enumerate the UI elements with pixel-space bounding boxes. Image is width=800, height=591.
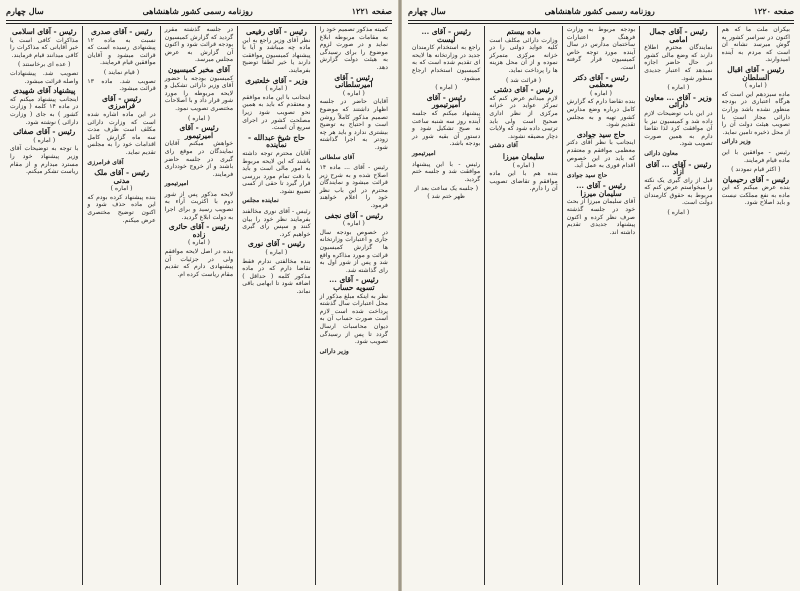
stage-note: ( اماره ) bbox=[265, 85, 288, 93]
paragraph: کمیسیون بودجه با حضور آقای وزیر دارائی تشکیل و لایحه مربوطه را مورد شور قرار داد و با اصلاحات مختصری تصویب نمود. bbox=[164, 74, 234, 112]
speaker-heading: رئیس - آقای جمال امامی bbox=[649, 27, 708, 44]
paragraph: بنده تقاضا دارم که گزارش کامل درباره وضع مدارس کشور تهیه و به مجلس تقدیم شود. bbox=[566, 98, 636, 129]
paragraph: رئیس - آقای نوری مخالفند بفرمایند نظر خود را بیان کنند و سپس رای گیری خواهیم کرد. bbox=[242, 208, 311, 238]
paragraph: نظر آقای وزیر راجع به این ماده چه میباشد و آیا با پیشنهاد کمیسیون موافقت دارند یا خیر لطفاً توضیح بفرمایند. bbox=[242, 36, 311, 74]
signature: وزیر دارائی bbox=[319, 347, 349, 355]
speaker-heading: پیشنهاد آقای شهیدی bbox=[13, 86, 76, 96]
speaker-heading: رئیس - آقای اسلامی bbox=[11, 27, 77, 36]
paragraph: نظر به اینکه مبلغ مذکور از محل اعتبارات سال گذشته پرداخت شده است لازم است صورت حساب آن به دیوان محاسبات ارسال گردد تا پس از رسیدگی تصویب شود. bbox=[319, 292, 388, 346]
right-column-4 bbox=[484, 26, 561, 585]
left-column-2 bbox=[237, 26, 314, 585]
paragraph: تصویب شد. پیشنهادات واصله قرائت میشود. bbox=[9, 69, 79, 85]
stage-note: ( اماره ) bbox=[744, 82, 767, 90]
stage-note: ( جلسه یک ساعت بعد از ظهر ختم شد ) bbox=[414, 185, 479, 200]
speaker-heading: رئیس - آقای ... سلیمان میرزا bbox=[576, 181, 626, 198]
paragraph: با توجه به توضیحات آقای وزیر پیشنهاد خود را مسترد میدارم و از مقام ریاست تشکر میکنم. bbox=[9, 145, 79, 176]
paragraph: اینجانب پیشنهاد میکنم که در ماده ۱۴ کلمه ( وزارت کشور ) به جای ( وزارت دارائی ) نوشته شود. bbox=[9, 95, 79, 126]
speaker-heading: رئیس - آقای امیرسلطانی bbox=[334, 72, 374, 90]
stage-note: ( اماره ) bbox=[667, 209, 690, 217]
paragraph: تصویب شد. ماده ۱۳ قرائت میشود. bbox=[87, 77, 156, 93]
stage-note: ( اماره ) bbox=[342, 220, 365, 228]
left-column-3 bbox=[160, 26, 237, 585]
speaker-heading: رئیس - آقای رفیعی bbox=[246, 27, 307, 36]
left-column-4 bbox=[82, 26, 159, 585]
paragraph: آقایان حاضر در جلسه اظهار داشتند که موضوع تصمیم مذکور کاملاً روشن است و احتیاج به توضیح بیشتری ندارد و باید هر چه زودتر به اجرا گذاشته شود. bbox=[319, 98, 388, 151]
paragraph: در این باب توضیحات لازم داده شد و کمیسیون نیز با آن موافقت کرد لذا تقاضا دارم به همین صورت تصویب شود. bbox=[644, 109, 713, 148]
signature: آقای دشتی bbox=[489, 142, 518, 150]
left-page-paper-title: روزنامه رسمی کشور شاهنشاهی bbox=[142, 6, 253, 16]
stage-note: ( اماره ) bbox=[188, 239, 210, 247]
signature: آقای سلطانی bbox=[319, 153, 355, 161]
paragraph: در این ماده اشاره شده است که وزارت دارائی مکلف است ظرف مدت سه ماه گزارش کامل اقدامات خود را به مجلس تقدیم نماید. bbox=[87, 110, 156, 156]
speaker-heading: رئیس - آقای دکتر معظمی bbox=[573, 72, 629, 90]
right-header-rule bbox=[408, 20, 794, 24]
speaker-heading: رئیس - آقای اقبال السلطان bbox=[727, 64, 785, 82]
signature: امیرتیمور bbox=[411, 149, 436, 157]
paragraph: رئیس - با این پیشنهاد موافقت شد و جلسه ختم گردید. bbox=[411, 160, 481, 183]
speaker-heading: سلیمان میرزا bbox=[502, 151, 545, 161]
paragraph: اینجانب با نظر آقای دکتر معظمی موافقم و معتقدم که باید در این خصوص اقدام فوری به عمل آید. bbox=[566, 139, 636, 170]
stage-note: ( اماره ) bbox=[590, 89, 612, 97]
speaker-heading: رئیس - آقای ملک مدنی bbox=[94, 168, 149, 185]
paragraph: بنده پیشنهاد کرده بودم که این ماده حذف شود و اکنون توضیح مختصری عرض میکنم. bbox=[87, 193, 156, 224]
right-column-1 bbox=[717, 26, 794, 585]
stage-note: ( قرائت شد ) bbox=[506, 76, 542, 84]
speaker-heading: رئیس - آقای دشتی bbox=[493, 85, 554, 95]
stage-note: ( اماره ) bbox=[667, 84, 690, 92]
paragraph: نمایندگان محترم اطلاع دارند که وضع مالی کشور در حال حاضر اجازه نمیدهد که اعتبار جدیدی منظور شود. bbox=[644, 44, 713, 82]
paragraph: بنده در اصل لایحه موافقم ولی در جزئیات آن پیشنهادی دارم که تقدیم مقام ریاست کرده ام. bbox=[164, 248, 234, 278]
stage-note: ( عده ای برخاستند ) bbox=[17, 61, 71, 69]
speaker-heading: ماده بیستم bbox=[506, 27, 541, 36]
speaker-heading: حاج شیخ عبدالله - نماینده bbox=[247, 132, 305, 150]
signature: آقای فرامرزی bbox=[87, 158, 124, 166]
right-column-2 bbox=[639, 26, 716, 585]
paragraph: وزارت دارائی مکلف است کلیه عواید دولتی را در خزانه مرکزی متمرکز نموده و از آن محل هزینه ها را پرداخت نماید. bbox=[489, 36, 558, 74]
paragraph: قبل از رای گیری یک نکته را میخواستم عرض کنم که مربوط به حقوق کارمندان دولت است. bbox=[644, 176, 713, 207]
stage-note: ( قیام نمایند ) bbox=[103, 68, 140, 76]
right-column-3 bbox=[562, 26, 639, 585]
speaker-heading: رئیس - آقای حائری زاده bbox=[168, 222, 230, 239]
speaker-heading: وزیر - آقای ... معاون دارائی bbox=[645, 92, 712, 110]
paragraph: اینجانب با این ماده موافقم و معتقدم که باید به همین نحو تصویب شود زیرا مصلحت کشور در اجرای سریع آن است. bbox=[242, 93, 311, 132]
right-page-number: صفحه ۱۲۲۰ bbox=[753, 6, 794, 16]
speaker-heading: رئیس - آقای ... تسویه حساب bbox=[329, 275, 379, 292]
paragraph: کمیته مذکور تصمیم خود را به مقامات مربوطه ابلاغ نماید و در صورت لزوم موضوع را برای رسیدگی به هیئت دولت گزارش دهد. bbox=[319, 26, 388, 71]
paragraph: نسبت به ماده ۱۲ پیشنهادی رسیده است که قرائت میشود و آقایان موافقین قیام فرمایند. bbox=[87, 36, 156, 67]
right-page bbox=[402, 0, 800, 591]
speaker-heading: آقای مخبر کمیسیون bbox=[168, 64, 230, 74]
paragraph: بیکران ملت ما که هم اکنون در سراسر کشور به گوش میرسد نشانه آن است که مردم به آینده امیدوارند. bbox=[721, 26, 790, 64]
speaker-heading: رئیس - آقای امیرتیمور bbox=[426, 92, 466, 110]
speaker-heading: رئیس - آقای صدری bbox=[90, 27, 153, 36]
right-columns bbox=[408, 26, 794, 585]
stage-note: ( اماره ) bbox=[342, 89, 365, 97]
signature: امیرتیمور bbox=[164, 180, 189, 188]
speaker-heading: رئیس - آقای رحیمیان bbox=[722, 174, 789, 184]
speaker-heading: رئیس - آقای ... آقای آزاد bbox=[645, 159, 712, 177]
signature: معاون دارائی bbox=[644, 149, 679, 157]
paragraph: رئیس - آقای ... ماده ۱۴ اصلاح شده و به شرح زیر قرائت میشود و نمایندگان محترم در این باب نظر خود را اعلام خواهند فرمود. bbox=[319, 164, 388, 210]
paragraph: ماده سیزدهم این است که هرگاه اعتباری در بودجه منظور نشده باشد وزارت دارائی مجاز است با تصویب هیئت دولت آن را از محل ذخیره تامین نماید. bbox=[721, 90, 790, 136]
signature: حاج سید جوادی bbox=[566, 171, 608, 179]
left-page bbox=[0, 0, 398, 591]
right-page-paper-title: روزنامه رسمی کشور شاهنشاهی bbox=[544, 6, 655, 16]
paragraph: آقایان محترم توجه داشته باشند که این لایحه مربوط به امور مالی است و باید با دقت تمام مورد بررسی قرار گیرد تا حقی از کسی تضییع نشود. bbox=[242, 149, 311, 195]
speaker-heading: رئیس - آقای نجفی bbox=[324, 210, 383, 220]
paragraph: خواهش میکنم آقایان نمایندگان در موقع رای گیری در جلسه حاضر باشند و از خروج خودداری فرمایند. bbox=[164, 140, 234, 178]
paragraph: آقای سلیمان میرزا از بحث خود در جلسه گذشته صرف نظر کرده و اکنون پیشنهاد جدیدی تقدیم داشته اند. bbox=[566, 198, 636, 236]
left-header-rule bbox=[6, 20, 392, 24]
right-column-5 bbox=[408, 26, 484, 585]
signature: نماینده مجلس bbox=[242, 197, 279, 205]
paragraph: راجع به استخدام کارمندان جدید در وزارتخانه ها لایحه ای تقدیم شده است که به کمیسیون استخدام ارجاع میشود. bbox=[411, 44, 481, 82]
paragraph: لازم میدانم عرض کنم که تمرکز عواید در خزانه مرکزی از نظر اداری صحیح است ولی باید ترتیبی داده شود که ولایات دچار مضیقه نشوند. bbox=[489, 94, 558, 140]
right-page-section: سال چهارم bbox=[408, 6, 446, 16]
speaker-heading: رئیس - آقای امیرتیمور bbox=[179, 123, 219, 140]
paragraph: لایحه مذکور پس از شور دوم با اکثریت آراء به تصویب رسید و برای اجرا به دولت ابلاغ گردید. bbox=[164, 190, 234, 221]
speaker-heading: حاج سید جوادی bbox=[576, 129, 626, 139]
speaker-heading: وزیر - آقای خلعتبری bbox=[245, 75, 308, 85]
paragraph: در جلسه گذشته مقرر گردید که گزارش کمیسیون بودجه قرائت شود و اکنون آن گزارش به عرض مجلس میرسد. bbox=[164, 26, 234, 64]
paragraph: رئیس - موافقین با این ماده قیام فرمایند. bbox=[721, 148, 790, 164]
left-page-section: سال چهارم bbox=[6, 6, 44, 16]
paragraph: بودجه مربوط به وزارت فرهنگ و اعتبارات ساختمان مدارس در سال آینده مورد توجه خاص کمیسیون قرار گرفته است. bbox=[566, 26, 636, 71]
left-columns bbox=[6, 26, 392, 585]
speaker-heading: رئیس - آقای صفائی bbox=[13, 127, 76, 137]
left-column-1 bbox=[315, 26, 392, 585]
paragraph: پیشنهاد میکنم که جلسه آینده روز سه شنبه ساعت نه صبح تشکیل شود و دستور آن بقیه شور در بودجه باشد. bbox=[411, 109, 481, 148]
paragraph: مذاکرات کافی است یا خیر آقایانی که مذاکرات را کافی میدانند قیام فرمایند. bbox=[9, 36, 79, 59]
left-column-5 bbox=[6, 26, 82, 585]
paragraph: بنده عرض میکنم که این ماده به نفع مملکت نیست و باید اصلاح شود. bbox=[721, 184, 790, 207]
left-page-number: صفحه ۱۲۲۱ bbox=[351, 6, 392, 16]
stage-note: ( اماره ) bbox=[512, 161, 535, 169]
stage-note: ( اماره ) bbox=[265, 249, 288, 257]
speaker-heading: رئیس - آقای نوری bbox=[247, 239, 305, 249]
stage-note: ( اماره ) bbox=[435, 84, 458, 92]
speaker-heading: رئیس - آقای فرامرزی bbox=[102, 93, 142, 111]
stage-note: ( اماره ) bbox=[110, 185, 133, 193]
left-page-header bbox=[6, 4, 392, 18]
stage-note: ( اکثر قیام نمودند ) bbox=[731, 166, 781, 174]
paragraph: بنده مخالفتی ندارم فقط تقاضا دارم که در ماده مذکور کلمه ( حداقل ) اضافه شود تا ابهامی باقی نماند. bbox=[242, 257, 311, 295]
right-page-header bbox=[408, 4, 794, 18]
paragraph: در خصوص بودجه سال جاری و اعتبارات وزارتخانه ها گزارش کمیسیون قرائت و مورد مذاکره واقع شد و پس از شور اول به رای گذاشته شد. bbox=[319, 228, 388, 274]
stage-note: ( اماره ) bbox=[33, 136, 56, 144]
signature: وزیر دارائی bbox=[721, 138, 751, 146]
stage-note: ( اماره ) bbox=[188, 114, 210, 122]
speaker-heading: رئیس - آقای ... لیست bbox=[421, 27, 471, 44]
paragraph: بنده هم با این ماده موافقم و تقاضای تصویب آن را دارم. bbox=[489, 170, 558, 193]
